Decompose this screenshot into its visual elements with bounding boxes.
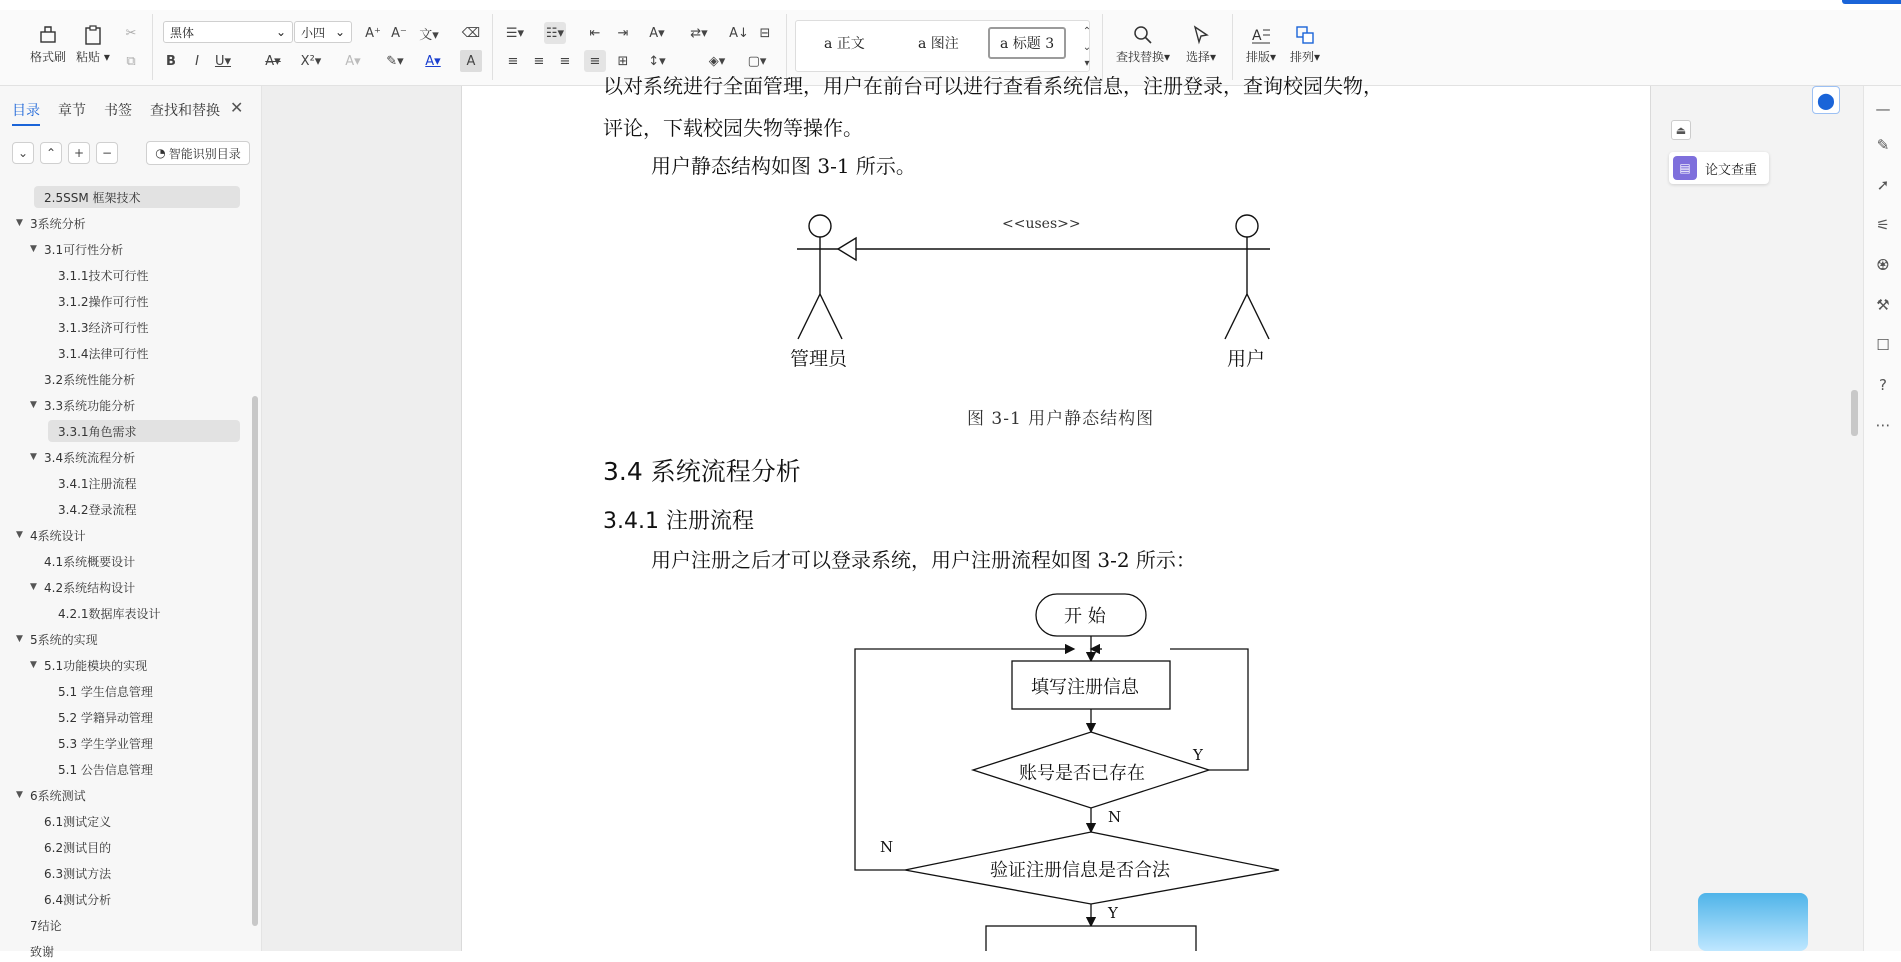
toc-item-label: 2.5SSM 框架技术	[44, 190, 141, 205]
paste-label: 粘贴 ▾	[76, 50, 110, 64]
arrange-label: 排列▾	[1290, 50, 1321, 64]
expand-triangle-icon[interactable]: ▼	[30, 582, 37, 592]
border-icon[interactable]: ▢▾	[747, 53, 767, 69]
italic-icon[interactable]: I	[195, 53, 199, 69]
toc-item-label: 3.1.1技术可行性	[58, 268, 149, 283]
toc-item-label: 3.3系统功能分析	[44, 398, 136, 413]
flow-process-label: 填写注册信息	[1031, 677, 1139, 698]
search-icon	[1129, 22, 1157, 48]
chevron-down-icon: ⌄	[334, 25, 345, 39]
toc-item[interactable]	[58, 316, 149, 338]
toc-item[interactable]	[44, 550, 135, 572]
heading-3: 3.4.1 注册流程	[603, 509, 754, 534]
select-label: 选择▾	[1186, 50, 1217, 64]
flowchart	[462, 86, 1652, 951]
toc-item[interactable]	[30, 576, 136, 598]
highlight-icon[interactable]: ✎▾	[386, 53, 404, 69]
toc-item[interactable]	[44, 810, 111, 832]
font-name-select[interactable]	[163, 21, 293, 43]
toc-item[interactable]	[48, 420, 240, 442]
layout-button[interactable]	[1246, 22, 1276, 65]
expand-triangle-icon[interactable]: ▼	[30, 244, 37, 254]
cursor-icon	[1187, 22, 1215, 48]
flow-no-label: N	[880, 838, 894, 856]
toc-item[interactable]	[16, 628, 98, 650]
toc-item[interactable]	[30, 446, 136, 468]
remove-heading-icon[interactable]: −	[96, 142, 118, 164]
body-text-line: 以对系统进行全面管理，用户在前台可以进行查看系统信息，注册登录，查询校园失物，	[603, 74, 1383, 98]
shading-icon[interactable]: ◈▾	[708, 53, 726, 69]
thesis-check-icon: ▤	[1673, 156, 1697, 180]
flow-no-label: N	[1108, 808, 1122, 826]
more-icon[interactable]: ⋯	[1875, 416, 1891, 434]
copy-icon[interactable]: ⧉	[126, 53, 136, 69]
svg-text:A: A	[1252, 28, 1262, 44]
toc-item[interactable]	[34, 186, 240, 208]
find-replace-button[interactable]	[1116, 22, 1170, 65]
style-item-heading3[interactable]: a 标题 3	[988, 27, 1066, 59]
flow-yes-label: Y	[1193, 746, 1203, 764]
toc-item-label: 3.4.2登录流程	[58, 502, 137, 517]
toc-item[interactable]	[44, 368, 135, 390]
close-icon[interactable]: ✕	[230, 98, 244, 117]
document-page[interactable]	[461, 74, 1651, 951]
line-spacing-icon[interactable]: ↕▾	[648, 53, 666, 69]
align-right-icon[interactable]: ≡	[559, 53, 571, 69]
toc-item-label: 3.1.2操作可行性	[58, 294, 149, 309]
promo-thumbnail[interactable]	[1698, 893, 1808, 951]
font-size-select[interactable]	[294, 21, 352, 43]
smart-toc-button[interactable]	[146, 141, 250, 165]
toc-item-label: 3.4系统流程分析	[44, 450, 136, 465]
brush-icon	[34, 22, 62, 48]
tab-bookmarks[interactable]: 书签	[104, 103, 132, 119]
toc-item[interactable]	[30, 654, 148, 676]
toc-item-label: 4.2.1数据库表设计	[58, 606, 161, 621]
toc-item-label: 4系统设计	[30, 528, 86, 543]
toc-item[interactable]	[58, 290, 149, 312]
toc-item-label: 3.1.4法律可行性	[58, 346, 149, 361]
font-color-icon[interactable]: A▾	[425, 53, 441, 69]
chevron-down-icon: ⌄	[275, 25, 286, 39]
toc-item-label: 3.1.3经济可行性	[58, 320, 149, 335]
collapse-up-icon[interactable]: ⌃	[40, 142, 62, 164]
tools-icon[interactable]: ⚒	[1876, 296, 1890, 314]
toc-item[interactable]	[30, 914, 62, 936]
pointer-icon[interactable]: ➚	[1876, 176, 1890, 194]
navigation-pane	[0, 86, 262, 959]
toc-item-label: 6.2测试目的	[44, 840, 112, 855]
help-icon[interactable]: ?	[1879, 376, 1887, 394]
toc-item[interactable]	[58, 602, 161, 624]
show-marks-icon[interactable]: ⊟	[759, 25, 771, 41]
thesis-check-button[interactable]	[1669, 152, 1769, 184]
flow-decision-label: 账号是否已存在	[1019, 763, 1145, 784]
align-center-icon[interactable]: ≡	[533, 53, 545, 69]
translate-icon[interactable]: ♼	[1876, 256, 1890, 274]
body-text-line: 用户注册之后才可以登录系统，用户注册流程如图 3-2 所示：	[651, 548, 1196, 572]
clear-format-icon[interactable]: ⌫	[461, 25, 481, 41]
tab-find-replace[interactable]: 查找和替换	[150, 103, 220, 119]
arrange-icon	[1291, 22, 1319, 48]
toc-item[interactable]	[58, 342, 149, 364]
heading-2: 3.4 系统流程分析	[603, 457, 801, 486]
distribute-icon[interactable]: ⊞	[617, 53, 629, 69]
toc-item[interactable]	[16, 524, 86, 546]
grow-font-icon[interactable]: A⁺	[365, 25, 381, 41]
toc-item-label: 6.1测试定义	[44, 814, 112, 829]
toc-item-label: 4.1系统概要设计	[44, 554, 136, 569]
flow-yes-label: Y	[1108, 904, 1118, 922]
toc-item[interactable]	[16, 212, 86, 234]
toc-item-label: 3系统分析	[30, 216, 86, 231]
toc-item[interactable]	[58, 472, 137, 494]
toc-item-label: 5.3 学生学业管理	[58, 736, 153, 751]
window-accent	[1842, 0, 1901, 4]
thesis-check-label: 论文查重	[1705, 162, 1758, 178]
layout-label: 排版▾	[1246, 50, 1277, 64]
toc-item-label: 3.4.1注册流程	[58, 476, 137, 491]
toc-item[interactable]	[16, 784, 86, 806]
chinese-layout-icon[interactable]: ⇄▾	[690, 25, 708, 41]
expand-triangle-icon[interactable]: ▼	[16, 218, 23, 228]
underline-icon[interactable]: U▾	[214, 53, 232, 69]
clipboard-icon	[79, 22, 107, 48]
phonetic-icon[interactable]: 文▾	[419, 27, 439, 43]
layout-icon	[1247, 22, 1275, 48]
bullet-list-icon[interactable]: ☰▾	[505, 25, 525, 41]
pen-icon[interactable]: ✎	[1876, 136, 1890, 154]
flow-decision-label: 验证注册信息是否合法	[990, 860, 1170, 881]
toc-item[interactable]	[58, 758, 153, 780]
style-item-caption[interactable]: a 图注	[918, 36, 959, 52]
actor-label-admin: 管理员	[790, 348, 848, 370]
strikethrough-icon[interactable]: A▾	[265, 53, 281, 69]
font-size-value: 小四	[301, 25, 326, 40]
toc-scrollbar[interactable]	[252, 396, 258, 926]
char-shading-icon[interactable]: A	[460, 50, 482, 72]
expand-triangle-icon[interactable]: ▼	[16, 530, 23, 540]
right-sidebar	[1863, 86, 1901, 951]
expand-triangle-icon[interactable]: ▼	[16, 790, 23, 800]
bold-icon[interactable]: B	[166, 53, 176, 69]
figure-caption: 图 3-1 用户静态结构图	[967, 409, 1155, 429]
page-scrollbar[interactable]	[1851, 390, 1858, 436]
toc-item[interactable]	[30, 940, 54, 962]
body-text-line: 评论，下载校园失物等操作。	[603, 116, 863, 140]
text-direction-icon[interactable]: A▾	[649, 25, 665, 41]
toc-item-label: 7结论	[30, 918, 62, 933]
select-button[interactable]	[1186, 22, 1216, 65]
toc-item-label: 4.2系统结构设计	[44, 580, 136, 595]
find-replace-label: 查找替换▾	[1116, 50, 1171, 64]
toc-item[interactable]	[44, 862, 111, 884]
toc-item[interactable]	[30, 238, 124, 260]
smart-toc-icon: ◔	[155, 146, 166, 160]
styles-more-icon[interactable]: ▾	[1084, 57, 1090, 69]
toc-item-label: 6系统测试	[30, 788, 86, 803]
toc-item[interactable]	[58, 680, 153, 702]
text-effect-icon[interactable]: A▾	[345, 53, 361, 69]
settings-sliders-icon[interactable]: ⚟	[1876, 216, 1890, 234]
align-left-icon[interactable]: ≡	[507, 53, 519, 69]
toc-item-label: 6.3测试方法	[44, 866, 112, 881]
numbered-list-icon[interactable]: ☷▾	[544, 22, 566, 44]
superscript-icon[interactable]: X²▾	[300, 53, 322, 69]
toc-item-label: 5.1 公告信息管理	[58, 762, 153, 777]
toc-item-label: 3.3.1角色需求	[58, 424, 137, 439]
expand-triangle-icon[interactable]: ▼	[16, 634, 23, 644]
collapse-panel-icon[interactable]: ⏏	[1671, 120, 1691, 140]
cut-icon[interactable]: ✂	[125, 25, 137, 41]
flow-start-label: 开 始	[1064, 606, 1106, 627]
format-painter-button[interactable]	[30, 22, 66, 65]
style-item-normal[interactable]: a 正文	[824, 36, 865, 52]
format-painter-label: 格式刷	[30, 50, 67, 64]
book-icon[interactable]: ☐	[1876, 336, 1890, 354]
toc-item[interactable]	[58, 498, 137, 520]
toc-item[interactable]	[58, 732, 153, 754]
smart-toc-label: 智能识别目录	[168, 146, 241, 161]
body-text-line: 用户静态结构如图 3-1 所示。	[651, 154, 916, 178]
toc-item[interactable]	[58, 264, 149, 286]
toc-item-label: 5.2 学籍异动管理	[58, 710, 153, 725]
toc-item-label: 5.1 学生信息管理	[58, 684, 153, 699]
toc-item[interactable]	[58, 706, 153, 728]
right-task-area	[1651, 86, 1863, 951]
toc-item-label: 3.2系统性能分析	[44, 372, 136, 387]
toc-item-label: 致谢	[30, 944, 55, 959]
tab-toc[interactable]: 目录	[12, 100, 40, 120]
styles-down-icon[interactable]: ⌄	[1082, 41, 1092, 53]
toc-item-label: 5.1功能模块的实现	[44, 658, 148, 673]
sort-icon[interactable]: A↓	[729, 25, 749, 41]
paste-button[interactable]	[76, 22, 110, 65]
toc-item-label: 5系统的实现	[30, 632, 98, 647]
actor-label-user: 用户	[1227, 348, 1266, 370]
justify-icon[interactable]: ≡	[584, 50, 606, 72]
tab-chapters[interactable]: 章节	[58, 103, 86, 119]
increase-indent-icon[interactable]: ⇥	[617, 25, 629, 41]
toc-item-label: 6.4测试分析	[44, 892, 112, 907]
font-name-value: 黑体	[170, 25, 195, 40]
minimize-icon[interactable]: —	[1875, 100, 1891, 118]
toc-item[interactable]	[44, 836, 111, 858]
styles-gallery	[795, 20, 1090, 72]
expand-triangle-icon[interactable]: ▼	[30, 452, 37, 462]
location-pin-icon[interactable]: ⬤	[1812, 86, 1840, 114]
decrease-indent-icon[interactable]: ⇤	[589, 25, 601, 41]
toc-item[interactable]	[30, 394, 136, 416]
expand-down-icon[interactable]: ⌄	[12, 142, 34, 164]
expand-triangle-icon[interactable]: ▼	[30, 400, 37, 410]
uml-stereotype: <<uses>>	[1002, 216, 1081, 232]
add-heading-icon[interactable]: +	[68, 142, 90, 164]
toc-item-label: 3.1可行性分析	[44, 242, 124, 257]
arrange-button[interactable]	[1290, 22, 1320, 65]
expand-triangle-icon[interactable]: ▼	[30, 660, 37, 670]
toc-item[interactable]	[44, 888, 111, 910]
styles-up-icon[interactable]: ⌃	[1082, 25, 1092, 37]
shrink-font-icon[interactable]: A⁻	[391, 25, 407, 41]
